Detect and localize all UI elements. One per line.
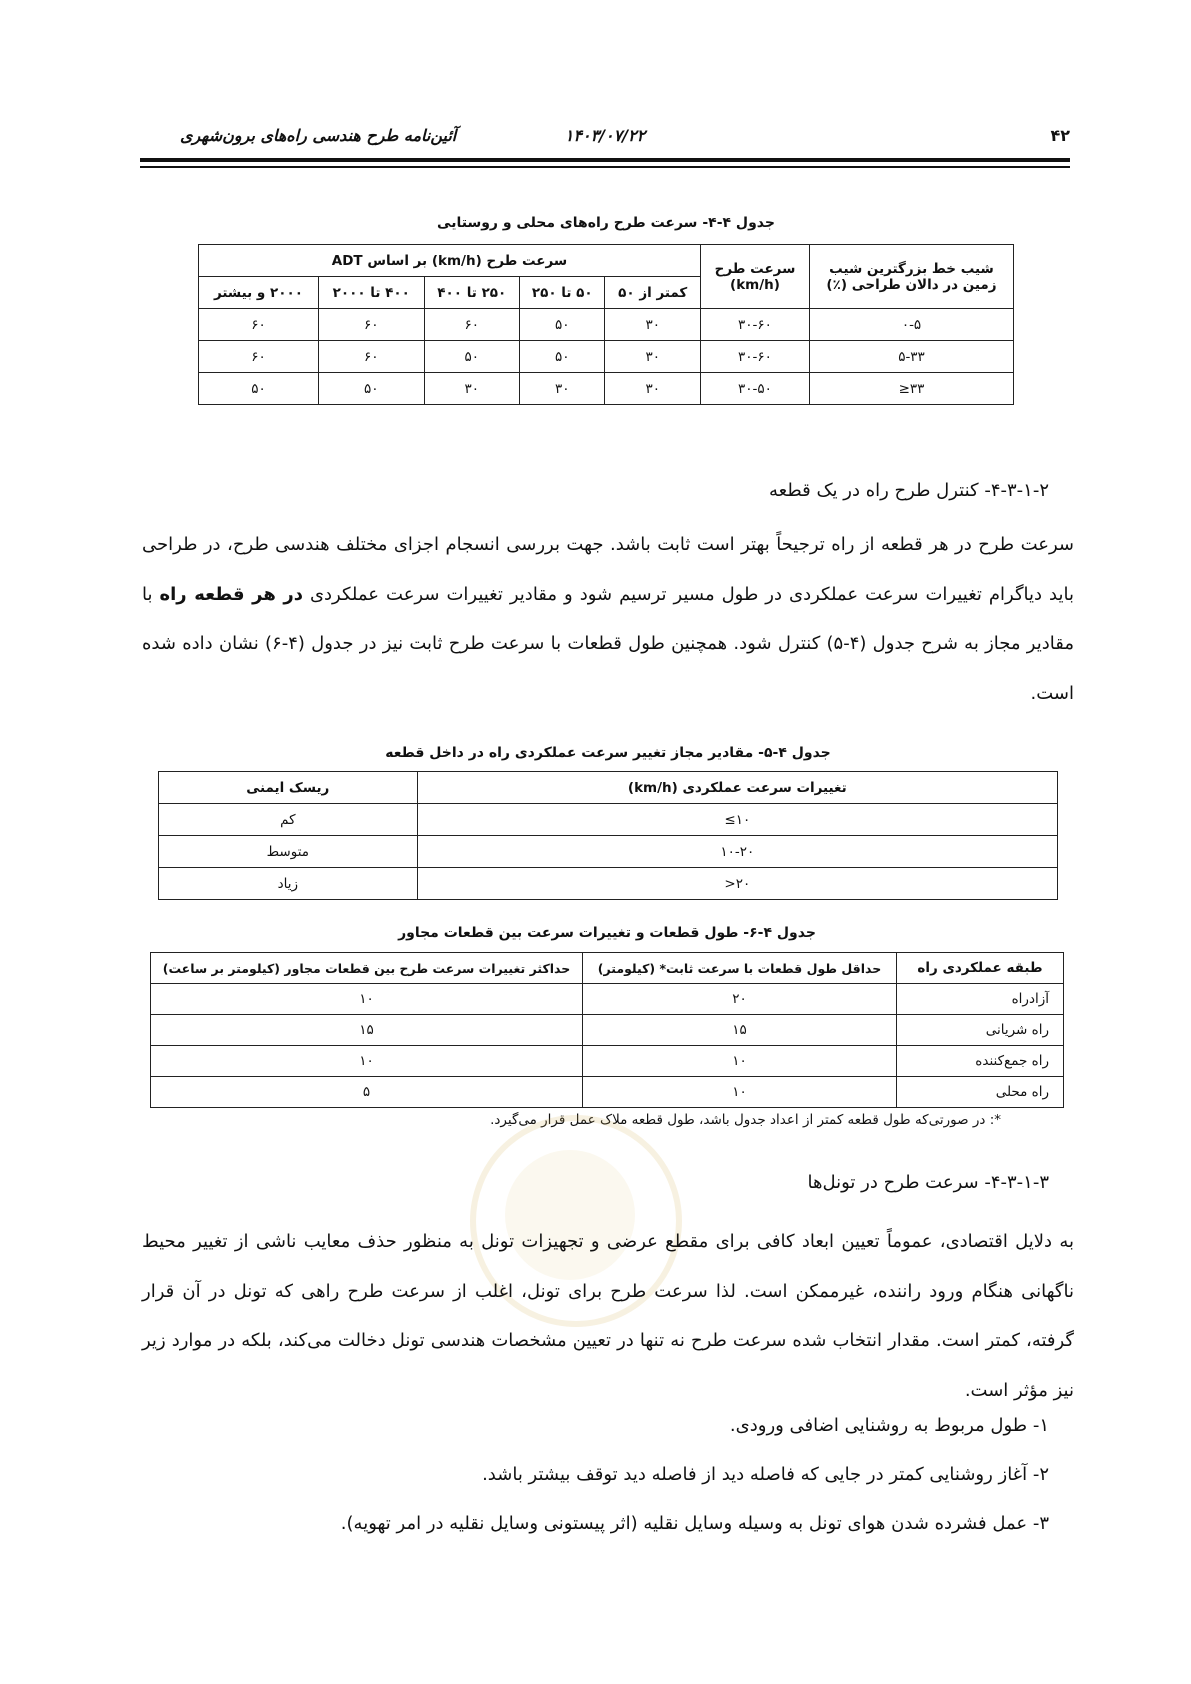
table-row xyxy=(151,1046,1064,1077)
segment-length-table xyxy=(150,952,1064,1108)
header-date: ۱۴۰۳/۰۷/۲۲ xyxy=(564,126,646,145)
table1-header-adt: سرعت طرح (km/h) بر اساس ADT xyxy=(199,245,701,277)
table2-cell: متوسط xyxy=(159,836,418,868)
list-item: ۳- عمل فشرده شدن هوای تونل به وسیله وسایل نقلیه (اثر پیستونی وسایل نقلیه در امر تهویه). xyxy=(340,1513,1049,1534)
table1-adt-col: ۴۰۰ تا ۲۰۰۰ xyxy=(318,277,424,309)
table1-cell: ۶۰ xyxy=(199,309,319,341)
table1-cell: ۶۰ xyxy=(424,309,519,341)
list-item: ۲- آغاز روشنایی کمتر در جایی که فاصله دید از فاصله دید توقف بیشتر باشد. xyxy=(482,1464,1049,1485)
table1-cell-slope: ۳۳≤ xyxy=(810,373,1014,405)
table3-cell: ۱۰ xyxy=(583,1046,897,1077)
table3-cell: ۱۰ xyxy=(583,1077,897,1108)
table1-cell-slope: ۰-۵ xyxy=(810,309,1014,341)
table3-cell: ۱۰ xyxy=(151,1046,583,1077)
table2-cell: کم xyxy=(159,804,418,836)
table3-cell: ۱۵ xyxy=(583,1015,897,1046)
list-item: ۱- طول مربوط به روشنایی اضافی ورودی. xyxy=(729,1415,1049,1436)
table2-caption: جدول ۴-۵- مقادیر مجاز تغییر سرعت عملکردی راه در داخل قطعه xyxy=(385,745,831,761)
para-bold-text: در هر قطعه راه xyxy=(159,583,303,605)
operating-speed-change-table xyxy=(158,771,1058,900)
table-row xyxy=(151,984,1064,1015)
table-row xyxy=(199,341,1014,373)
header-title: آئین‌نامه طرح هندسی راه‌های برون‌شهری xyxy=(180,126,457,145)
para-text: سرعت طرح در هر قطعه از راه ترجیحاً بهتر است ثابت باشد. جهت بررسی انسجام اجزای مختلف هندسی طرح، در طراحی باید دیاگرام تغییرات سرعت عملکردی در طول مسیر ترسیم شود و مقادیر تغییرات سرعت عملکردی xyxy=(142,534,1075,605)
table2-header: ریسک ایمنی xyxy=(159,772,418,804)
table-row xyxy=(159,836,1058,868)
table1-adt-col: ۵۰ تا ۲۵۰ xyxy=(520,277,605,309)
page-header xyxy=(140,126,1070,154)
table1-cell: ۳۰ xyxy=(605,341,701,373)
table1-cell: ۵۰ xyxy=(520,309,605,341)
table2-cell: زیاد xyxy=(159,868,418,900)
table1-header-speed: سرعت طرح (km/h) xyxy=(701,245,810,309)
table1-adt-col: ۲۰۰۰ و بیشتر xyxy=(199,277,319,309)
table3-footnote: *: در صورتی‌که طول قطعه کمتر از اعداد جدول باشد، طول قطعه ملاک عمل قرار می‌گیرد. xyxy=(490,1112,1001,1128)
table3-cell-class: راه شریانی xyxy=(897,1015,1064,1046)
table3-header: حداکثر تغییرات سرعت طرح بین قطعات مجاور (کیلومتر بر ساعت) xyxy=(151,953,583,984)
table3-cell: ۱۵ xyxy=(151,1015,583,1046)
table3-cell: ۵ xyxy=(151,1077,583,1108)
table3-cell-class: آزادراه xyxy=(897,984,1064,1015)
table1-cell: ۵۰ xyxy=(520,341,605,373)
table1-cell: ۳۰ xyxy=(520,373,605,405)
table3-cell-class: راه محلی xyxy=(897,1077,1064,1108)
table1-cell-speed: ۳۰-۶۰ xyxy=(701,341,810,373)
table3-caption: جدول ۴-۶- طول قطعات و تغییرات سرعت بین قطعات مجاور xyxy=(398,925,816,941)
section-heading-tunnels: ۴-۳-۱-۳- سرعت طرح در تونل‌ها xyxy=(807,1172,1049,1193)
table-row xyxy=(199,309,1014,341)
header-rule-thin xyxy=(140,166,1070,168)
table1-header-slope: شیب خط بزرگترین شیب زمین در دالان طراحی (٪) xyxy=(810,245,1014,309)
table1-adt-col: کمتر از ۵۰ xyxy=(605,277,701,309)
table3-cell: ۲۰ xyxy=(583,984,897,1015)
table3-header: حداقل طول قطعات با سرعت ثابت* (کیلومتر) xyxy=(583,953,897,984)
section2-paragraph: به دلایل اقتصادی، عموماً تعیین ابعاد کافی برای مقطع عرضی و تجهیزات تونل به منظور حذف معایب ناشی از تغییر محیط ناگهانی هنگام ورود راننده، غیرممکن است. لذا سرعت طرح برای تونل، اغلب از سرعت طرح راهی که تونل در آن قرار گرفته، کمتر است. مقدار انتخاب شده سرعت طرح نه تنها در تعیین مشخصات هندسی تونل دخالت می‌کند، بلکه در موارد زیر نیز مؤثر است. xyxy=(142,1231,1074,1401)
table1-cell: ۳۰ xyxy=(605,309,701,341)
table3-header: طبقه عملکردی راه xyxy=(897,953,1064,984)
section-heading-segment-control: ۴-۳-۱-۲- کنترل طرح راه در یک قطعه xyxy=(769,480,1049,501)
table1-cell: ۳۰ xyxy=(605,373,701,405)
table1-adt-col: ۲۵۰ تا ۴۰۰ xyxy=(424,277,519,309)
table-row xyxy=(159,804,1058,836)
para-text: با مقادیر مجاز به شرح جدول (۴-۵) کنترل شود. همچنین طول قطعات با سرعت طرح ثابت نیز در جدول (۴-۶) نشان داده شده است. xyxy=(142,583,1074,704)
table1-cell: ۵۰ xyxy=(199,373,319,405)
table2-cell: ۱۰-۲۰ xyxy=(417,836,1057,868)
table2-cell: ۲۰< xyxy=(417,868,1057,900)
table-row xyxy=(151,1015,1064,1046)
table2-header: تغییرات سرعت عملکردی (km/h) xyxy=(417,772,1057,804)
table1-cell-slope: ۵-۳۳ xyxy=(810,341,1014,373)
page-number: ۴۲ xyxy=(1050,126,1070,145)
table1-cell: ۶۰ xyxy=(318,309,424,341)
table1-cell-speed: ۳۰-۶۰ xyxy=(701,309,810,341)
section1-paragraph xyxy=(142,520,1074,718)
table1-cell: ۳۰ xyxy=(424,373,519,405)
table1-cell: ۵۰ xyxy=(424,341,519,373)
table-row xyxy=(159,868,1058,900)
table-row xyxy=(151,1077,1064,1108)
table1-cell: ۵۰ xyxy=(318,373,424,405)
table1-cell: ۶۰ xyxy=(318,341,424,373)
design-speed-table xyxy=(198,244,1014,405)
table-row xyxy=(199,373,1014,405)
table1-cell-speed: ۳۰-۵۰ xyxy=(701,373,810,405)
table3-cell: ۱۰ xyxy=(151,984,583,1015)
table1-cell: ۶۰ xyxy=(199,341,319,373)
table3-cell-class: راه جمع‌کننده xyxy=(897,1046,1064,1077)
table2-cell: ۱۰≥ xyxy=(417,804,1057,836)
header-rule-thick xyxy=(140,158,1070,162)
table1-caption: جدول ۴-۴- سرعت طرح راه‌های محلی و روستایی xyxy=(437,215,775,231)
